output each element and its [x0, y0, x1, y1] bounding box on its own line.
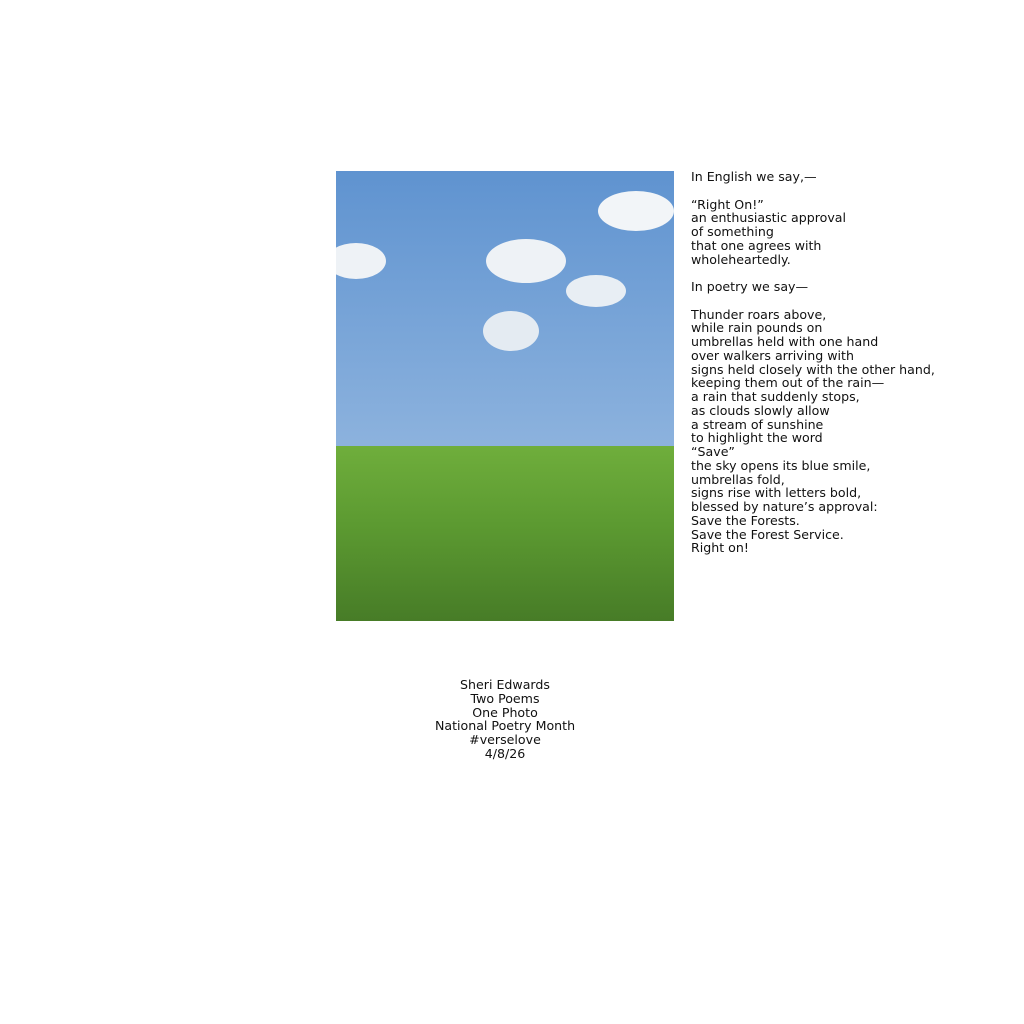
right-poem-line [691, 184, 935, 198]
right-poem-line: over walkers arriving with [691, 347, 854, 363]
credit-line: National Poetry Month [434, 718, 576, 734]
right-poem-line: Right on! [691, 540, 749, 556]
right-poem-line: keeping them out of the rain— [691, 375, 885, 391]
right-poem-line: a stream of sunshine [691, 416, 824, 432]
right-poem-line: of something [691, 224, 774, 239]
right-poem-line: “Right On!” [691, 196, 764, 212]
right-poem-line: Save the Forest Service. [691, 526, 844, 542]
right-poem-line: as clouds slowly allow [691, 402, 830, 418]
credits [336, 678, 674, 761]
right-poem-line: umbrellas fold, [691, 471, 785, 487]
forest-meadow-photo [336, 171, 674, 621]
right-poem-line: that one agrees with [691, 237, 822, 253]
meadow [336, 446, 674, 621]
right-poem [691, 170, 935, 555]
right-poem-line: “Save” [691, 444, 735, 459]
right-poem-line [691, 266, 935, 280]
right-poem-line: umbrellas held with one hand [691, 334, 879, 349]
credit-line: One Photo [472, 704, 538, 720]
credit-line: 4/8/26 [484, 745, 526, 761]
credit-line: Sheri Edwards [460, 677, 550, 692]
right-poem-line: Thunder roars above, [691, 306, 827, 322]
right-poem-line: Save the Forests. [691, 512, 800, 528]
credit-line: #verselove [469, 732, 541, 747]
note-section [75, 759, 955, 787]
right-poem-line: an enthusiastic approval [691, 210, 847, 226]
right-poem-line: In poetry we say— [691, 279, 809, 294]
right-poem-line: wholeheartedly. [691, 251, 791, 267]
right-poem-line: signs held closely with the other hand, [691, 361, 935, 377]
credit-line: Two Poems [470, 690, 540, 706]
right-poem-line: a rain that suddenly stops, [691, 389, 860, 404]
right-poem-line: blessed by nature’s approval: [691, 499, 878, 514]
right-poem-line: signs rise with letters bold, [691, 485, 862, 501]
right-poem-line [691, 294, 935, 308]
right-poem-line: while rain pounds on [691, 320, 823, 336]
right-poem-line: to highlight the word [691, 430, 823, 446]
right-poem-line: the sky opens its blue smile, [691, 457, 871, 473]
right-poem-line: In English we say,— [691, 169, 817, 184]
